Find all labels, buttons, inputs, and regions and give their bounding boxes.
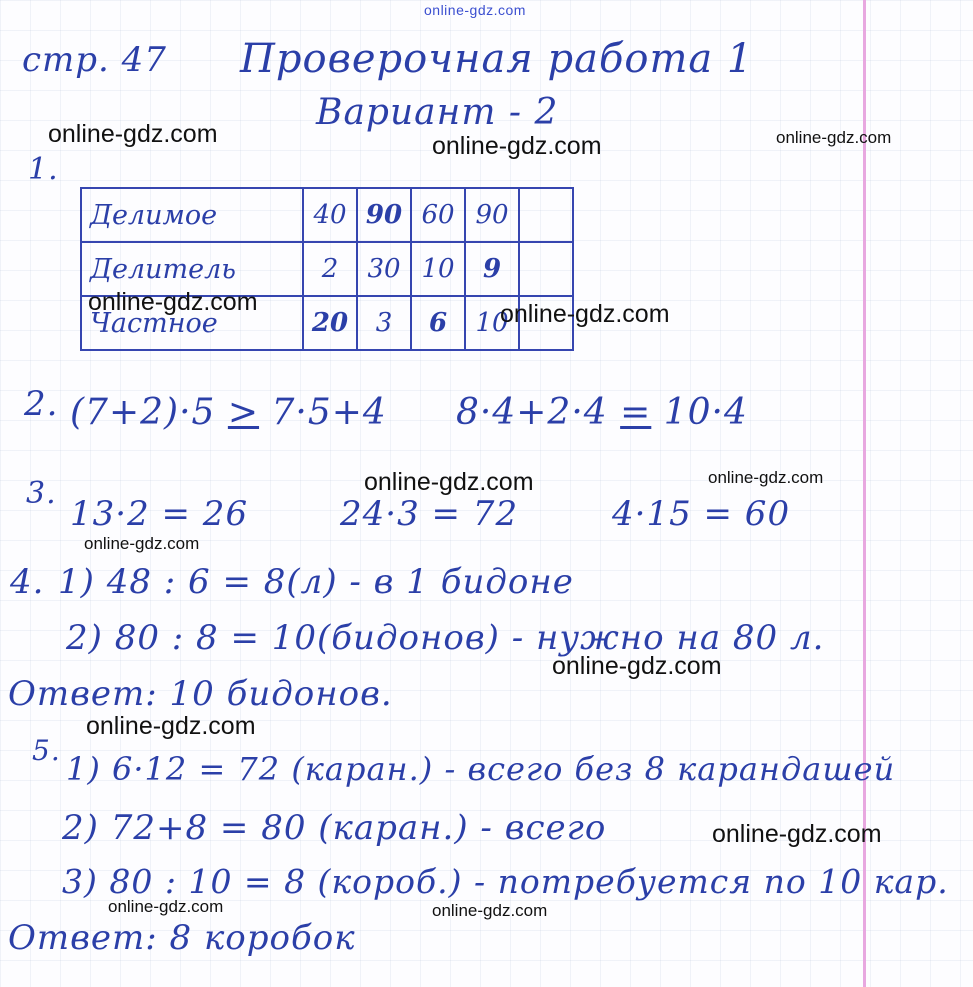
table-cell: 20 xyxy=(303,296,357,350)
row-label-quotient: Частное xyxy=(81,296,303,350)
watermark: online-gdz.com xyxy=(500,300,670,328)
comparison-sign-1: > xyxy=(227,392,260,433)
task3-item-3: 4·15 = 60 xyxy=(612,494,791,534)
table-cell: 60 xyxy=(411,188,465,242)
expr1-left: (7+2)·5 xyxy=(70,392,216,433)
watermark: online-gdz.com xyxy=(364,468,534,496)
table-cell: 2 xyxy=(303,242,357,296)
task4-answer: Ответ: 10 бидонов. xyxy=(8,674,393,714)
task2-line2 xyxy=(456,392,748,433)
watermark: online-gdz.com xyxy=(712,820,882,848)
work-title: Проверочная работа 1 xyxy=(240,36,754,82)
watermark: online-gdz.com xyxy=(708,468,824,487)
expr2-right: 10·4 xyxy=(663,392,748,433)
task5-answer: Ответ: 8 коробок xyxy=(8,918,356,958)
expr1-right: 7·5+4 xyxy=(271,392,387,433)
table-cell: 3 xyxy=(357,296,411,350)
task2-number: 2. xyxy=(24,384,59,424)
watermark: online-gdz.com xyxy=(432,901,548,920)
table-cell: 9 xyxy=(465,242,519,296)
table-cell: 90 xyxy=(465,188,519,242)
table-cell: 10 xyxy=(411,242,465,296)
task5-step1: 1) 6·12 = 72 (каран.) - всего без 8 карандашей xyxy=(66,750,896,788)
watermark: online-gdz.com xyxy=(86,712,256,740)
task1-number: 1. xyxy=(28,152,59,187)
watermark: online-gdz.com xyxy=(84,534,200,553)
task5-number: 5. xyxy=(32,734,61,767)
task5-step2: 2) 72+8 = 80 (каран.) - всего xyxy=(62,808,607,848)
watermark: online-gdz.com xyxy=(432,132,602,160)
task4-number: 4. xyxy=(10,562,45,602)
watermark: online-gdz.com xyxy=(108,897,224,916)
table-cell: 40 xyxy=(303,188,357,242)
table-cell xyxy=(519,242,573,296)
task3-number: 3. xyxy=(26,476,57,511)
task4-step1: 1) 48 : 6 = 8(л) - в 1 бидоне xyxy=(58,562,574,602)
row-label-divisor: Делитель xyxy=(81,242,303,296)
table-row xyxy=(81,188,573,242)
comparison-sign-2: = xyxy=(620,392,652,433)
watermark: online-gdz.com xyxy=(48,120,218,148)
watermark-top: online-gdz.com xyxy=(424,2,526,18)
row-label-dividend: Делимое xyxy=(81,188,303,242)
task3-item-2: 24·3 = 72 xyxy=(340,494,519,534)
watermark: online-gdz.com xyxy=(552,652,722,680)
table-cell: 30 xyxy=(357,242,411,296)
table-cell: 90 xyxy=(357,188,411,242)
table-cell xyxy=(519,188,573,242)
task4-step2: 2) 80 : 8 = 10(бидонов) - нужно на 80 л. xyxy=(66,618,825,658)
table-cell: 6 xyxy=(411,296,465,350)
task5-step3: 3) 80 : 10 = 8 (короб.) - потребуется по 10 кар. xyxy=(62,862,949,901)
watermark: online-gdz.com xyxy=(88,288,258,316)
task3-item-1: 13·2 = 26 xyxy=(70,494,249,534)
variant-title: Вариант - 2 xyxy=(316,92,559,133)
table-cell: 10 xyxy=(465,296,519,350)
watermark: online-gdz.com xyxy=(776,128,892,147)
task2-line1 xyxy=(70,392,387,433)
page-number: стр. 47 xyxy=(22,40,167,80)
expr2-left: 8·4+2·4 xyxy=(456,392,608,433)
